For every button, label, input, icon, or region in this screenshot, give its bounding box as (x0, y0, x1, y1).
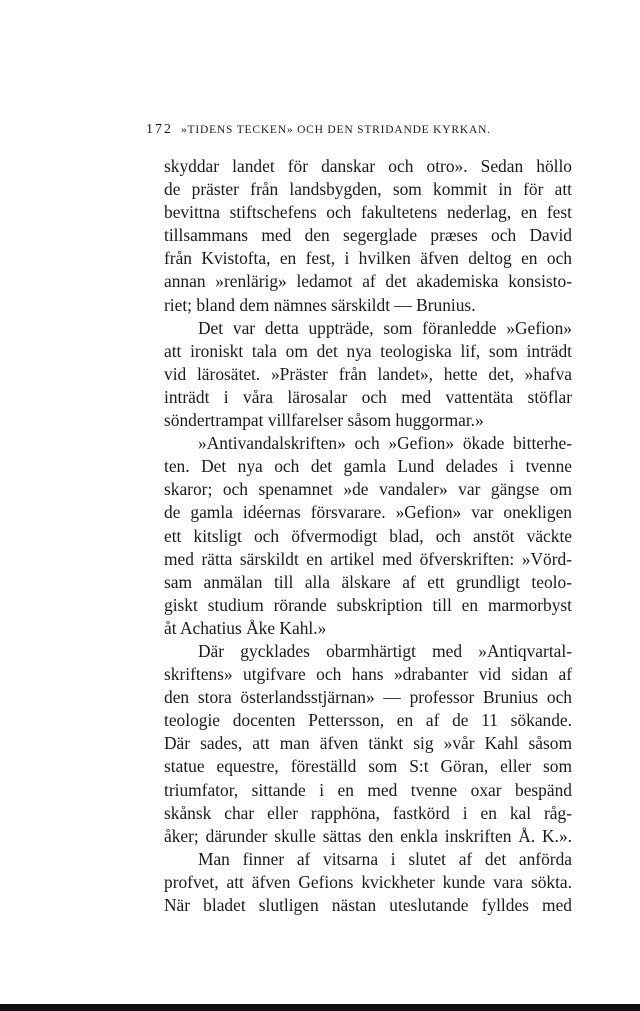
text-line: Där gycklades obarmhärtigt med »Antiqvartal- (198, 640, 572, 661)
text-line: statue equestre, föreställd som S:t Göran, eller som (164, 756, 572, 777)
running-header (146, 122, 576, 138)
text-line: giskt studium rörande subskription till en marmorbyst (164, 594, 572, 615)
page-number: 172 (146, 122, 173, 137)
text-line: de präster från landsbygden, som kommit in för att (164, 179, 572, 200)
text-line: triumfator, sittande i en med tvenne oxar bespänd (164, 779, 572, 800)
text-line: den stora österlandsstjärnan» — professor Brunius och (164, 687, 572, 708)
text-line: vid lärosätet. »Präster från landet», hette det, »hafva (164, 363, 572, 384)
text-line: Där sades, att man äfven tänkt sig »vår Kahl såsom (164, 733, 572, 754)
text-line: annan »renlärig» ledamot af det akademiska konsisto- (164, 271, 572, 292)
text-line: »Antivandalskriften» och »Gefion» ökade bitterhe- (198, 433, 572, 454)
text-line: inträdt i våra lärosalar och med vattentäta stöflar (164, 386, 572, 407)
text-line: teologie docenten Pettersson, en af de 11 sökande. (164, 710, 572, 731)
text-line: skyddar landet för danskar och otro». Sedan höllo (164, 156, 572, 176)
text-line: från Kvistofta, en fest, i hvilken äfven deltog en och (164, 248, 572, 269)
scan-bottom-edge (0, 1004, 640, 1011)
text-line: Man finner af vitsarna i slutet af det anförda (198, 848, 572, 869)
text-line: söndertrampat villfarelser såsom huggormar.» (164, 410, 484, 431)
body-text (164, 155, 572, 917)
text-line: Det var detta uppträde, som föranledde »Gefion» (198, 317, 572, 338)
text-line: tillsammans med den segerglade præses och David (164, 225, 572, 246)
text-line: åt Achatius Åke Kahl.» (164, 617, 327, 638)
text-line: skriftens» utgifvare och hans »drabanter vid sidan af (164, 664, 572, 685)
text-line: bevittna stiftschefens och fakultetens nederlag, en fest (164, 202, 572, 223)
text-line: riet; bland dem nämnes särskildt — Brunius. (164, 294, 476, 315)
text-line: ett kitsligt och öfvermodigt blad, och anstöt väckte (164, 525, 572, 546)
text-line: att ironiskt tala om det nya teologiska lif, som inträdt (164, 340, 572, 361)
text-line: sam anmälan till alla älskare af ett grundligt teolo- (164, 571, 572, 592)
text-line: skånsk char eller rapphöna, fastkörd i en kal råg- (164, 802, 572, 823)
text-line: ten. Det nya och det gamla Lund delades i tvenne (164, 456, 572, 477)
text-line: med rätta särskildt en artikel med öfverskriften: »Vörd- (164, 548, 572, 569)
text-line: skaror; och spenamnet »de vandaler» var gängse om (164, 479, 572, 500)
running-title: »TIDENS TECKEN» OCH DEN STRIDANDE KYRKAN. (181, 124, 491, 136)
text-line: åker; därunder skulle sättas den enkla inskriften Å. K.». (164, 825, 572, 846)
text-line: När bladet slutligen nästan uteslutande fylldes med (164, 895, 572, 915)
text-line: de gamla idéernas försvarare. »Gefion» var onekligen (164, 502, 572, 523)
text-line: profvet, att äfven Gefions kvickheter kunde vara sökta. (164, 871, 572, 892)
